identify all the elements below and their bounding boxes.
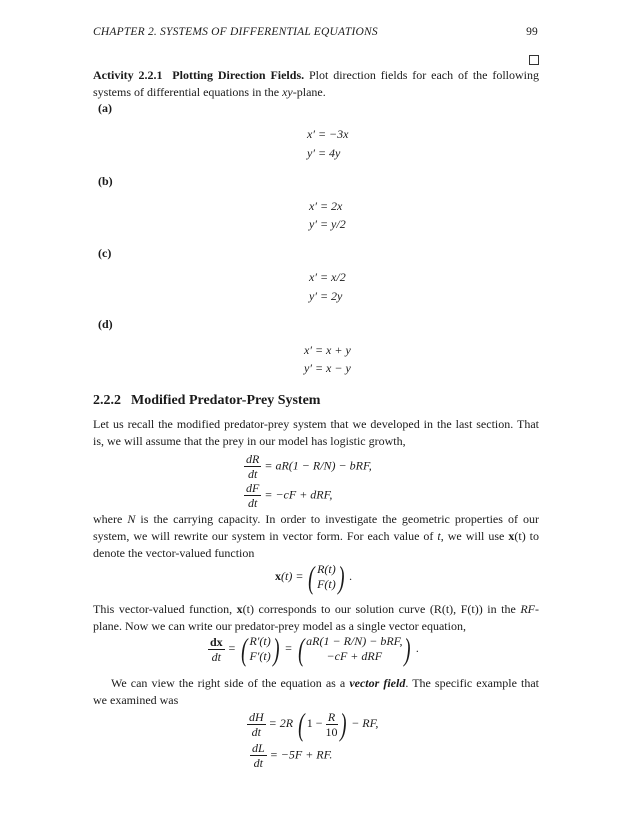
dL-rhs: = −5F + RF. [269, 747, 333, 762]
column-vector [317, 562, 336, 592]
part-label-c: (c) [98, 246, 112, 260]
chapter-title: CHAPTER 2. SYSTEMS OF DIFFERENTIAL EQUATIONS [93, 26, 378, 38]
part-label-d: (d) [98, 317, 113, 331]
equation-dR [244, 452, 372, 481]
equation-b1: x′ = 2x [309, 199, 343, 213]
equation-x-vector [275, 561, 352, 593]
vector-bottom: −cF + dRF [326, 649, 383, 663]
p2-text-b: is the carrying capacity. In order to investigate the geometric properties of our [135, 512, 539, 526]
bold-x: x [275, 568, 281, 583]
activity-title: Plotting Direction Fields. [172, 68, 305, 82]
equals-2: = [284, 640, 293, 655]
p2-text-e: (t) to [514, 529, 540, 543]
column-vector-1 [249, 634, 270, 664]
p4-text-c: we examined was [93, 693, 179, 707]
p2-text-f: denote the vector-valued function [93, 546, 255, 560]
paragraph-1-line-2: is, we will assume that the prey in our model has logistic growth, [93, 434, 406, 448]
fraction-num: dL [252, 741, 265, 755]
left-paren: ( [297, 631, 305, 667]
fraction-num [208, 635, 225, 650]
p3-RF: RF [520, 602, 535, 616]
p3-text-b: (t) corresponds to our solution curve (R(t), F(t)) in the [242, 602, 521, 616]
equation-dL [250, 741, 332, 770]
equation-dF [244, 481, 332, 510]
fraction-dH-dt [247, 710, 266, 739]
fraction-den: dt [248, 496, 258, 510]
activity-number: Activity 2.2.1 [93, 68, 163, 82]
p2-N: N [127, 512, 136, 526]
left-paren: ( [308, 559, 315, 595]
p4-text-a: We can view the right side of the equation as a [111, 676, 350, 690]
fraction-num: dH [249, 709, 264, 724]
vector-bottom: F′(t) [249, 649, 271, 663]
equation-dR-rhs: = aR(1 − R/N) − bRF, [264, 458, 372, 473]
paragraph-1 [93, 416, 539, 450]
part-label-a: (a) [98, 101, 112, 115]
fraction-den: dt [253, 756, 264, 770]
section-number: 2.2.2 [93, 393, 121, 408]
left-paren: ( [240, 631, 248, 667]
section-heading [93, 393, 320, 409]
p2-text-c: system, we will rewrite our system in vector form. For each value of [93, 529, 438, 543]
vector-top: R′(t) [249, 634, 271, 648]
section-title: Modified Predator-Prey System [131, 393, 321, 408]
paragraph-2 [93, 511, 539, 562]
activity-intro [93, 67, 539, 101]
column-vector-2 [306, 634, 402, 664]
equation-a2: y′ = 4y [307, 146, 341, 160]
equation-vector-form [208, 633, 419, 665]
p2-text-a: where [93, 512, 128, 526]
fraction-dx-dt [208, 635, 225, 664]
vector-bottom: F(t) [317, 577, 336, 591]
period: . [349, 568, 353, 583]
fraction-den: dt [211, 649, 222, 664]
dx-text: dx [210, 634, 223, 649]
equals-1: = [227, 640, 236, 655]
fraction-num: dF [246, 481, 260, 495]
p2-t: t [437, 529, 441, 543]
paragraph-3 [93, 601, 539, 635]
p3-text-a: This vector-valued function, [93, 602, 237, 616]
fraction-dL-dt [250, 741, 267, 770]
right-paren: ) [339, 706, 347, 742]
activity-text: Plot direction fields for each of the following [309, 68, 540, 82]
dH-rhs-1: = 2R [268, 715, 294, 730]
period: . [416, 640, 420, 655]
page-number: 99 [526, 26, 538, 38]
paragraph-1-line-1: Let us recall the modified predator-prey system that we developed in the last section. That [93, 417, 539, 431]
part-label-b: (b) [98, 174, 113, 188]
plane-variable: xy [282, 85, 293, 99]
equation-d2: y′ = x − y [304, 361, 351, 375]
vector-field-term: vector field [349, 676, 406, 690]
running-header [93, 26, 538, 42]
equation-a1: x′ = −3x [307, 127, 349, 141]
equation-dH [247, 708, 378, 740]
dH-rhs-2: − RF, [351, 715, 379, 730]
fraction-den: dt [251, 724, 261, 739]
one-minus: 1 − [306, 715, 323, 730]
x-lhs: (t) = [281, 568, 304, 583]
p3-x: x [236, 602, 243, 616]
fraction-num: R [326, 710, 338, 725]
p3-text-c: - [535, 602, 539, 616]
p2-text-d: , we will use [440, 529, 509, 543]
activity-text-3: -plane. [292, 85, 326, 99]
fraction-dF-dt [244, 481, 261, 510]
fraction-den: dt [248, 467, 258, 481]
equation-c1: x′ = x/2 [309, 270, 346, 284]
vector-top: aR(1 − R/N) − bRF, [306, 634, 403, 648]
equation-c2: y′ = 2y [309, 289, 343, 303]
end-of-proof-box [529, 55, 539, 65]
fraction-dR-dt [244, 452, 261, 481]
equation-dF-rhs: = −cF + dRF, [264, 487, 333, 502]
fraction-den: 10 [325, 724, 338, 739]
p2-x: x [508, 529, 515, 543]
vector-top: R(t) [317, 562, 336, 576]
paragraph-4 [93, 675, 539, 709]
activity-text-2: systems of differential equations in the [93, 85, 283, 99]
left-paren: ( [298, 706, 305, 742]
right-paren: ) [337, 559, 345, 595]
fraction-num: dR [246, 452, 260, 466]
right-paren: ) [272, 631, 280, 667]
right-paren: ) [404, 631, 411, 667]
equation-b2: y′ = y/2 [309, 217, 346, 231]
p3-text-d: plane. Now we can write our predator-prey model as a single vector equation, [93, 619, 466, 633]
fraction-R-10 [326, 710, 338, 739]
equation-d1: x′ = x + y [304, 343, 351, 357]
p4-text-b: . The specific example that [405, 676, 539, 690]
